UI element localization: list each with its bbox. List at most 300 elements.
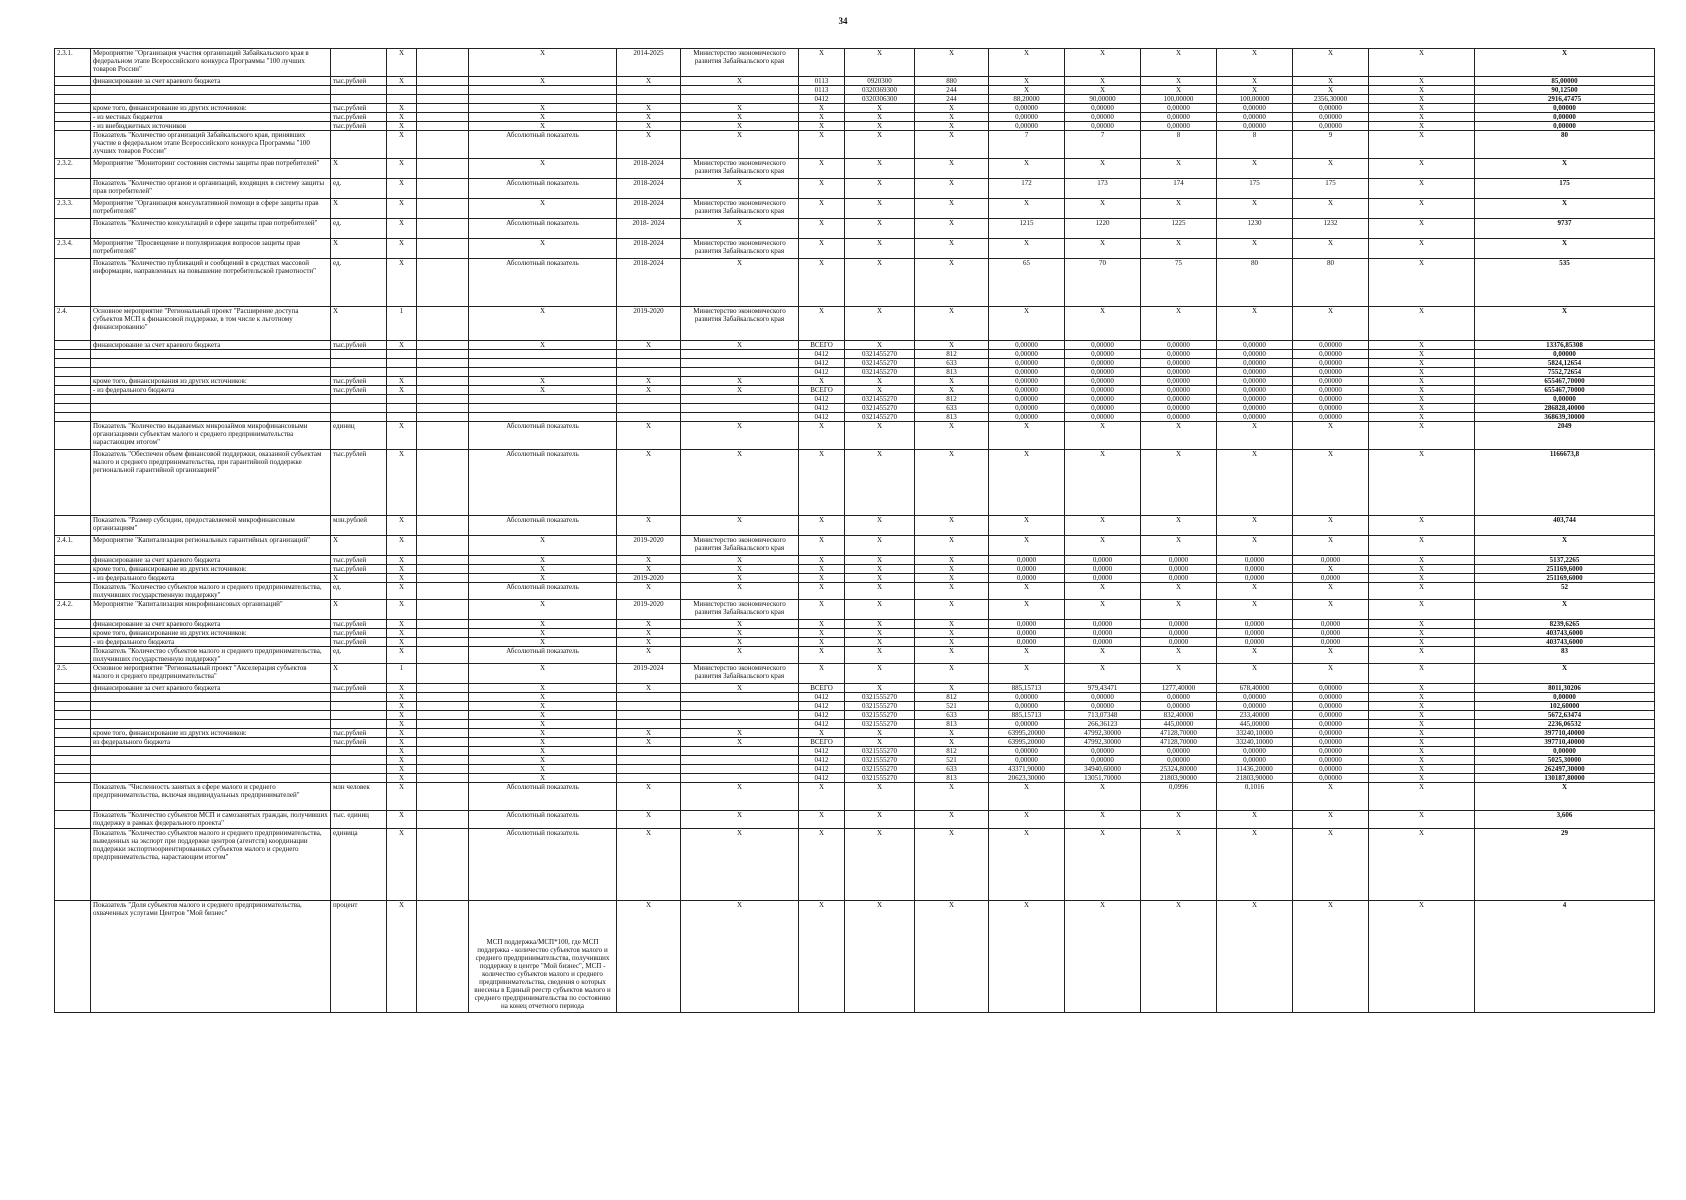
responsible-cell: X — [387, 620, 417, 629]
executor-cell: Министерство экономического развития Забайкальского края — [681, 536, 799, 556]
period-cell: X — [617, 647, 681, 664]
year-1-cell: X — [989, 583, 1065, 600]
responsible-cell: X — [387, 556, 417, 565]
expense-type-cell: X — [915, 629, 989, 638]
item-number-cell — [55, 341, 91, 350]
expense-type-cell: X — [915, 565, 989, 574]
year-1-cell: X — [989, 422, 1065, 450]
year-4-cell: X — [1217, 239, 1293, 259]
period-cell: X — [617, 629, 681, 638]
executor-cell — [681, 395, 799, 404]
responsible-cell: X — [387, 159, 417, 179]
total-cell: 286828,40000 — [1475, 404, 1655, 413]
indicator-method-cell: X — [469, 199, 617, 219]
mark-cell — [417, 536, 469, 556]
indicator-method-cell: X — [469, 747, 617, 756]
period-cell: X — [617, 556, 681, 565]
executor-cell: X — [681, 113, 799, 122]
year-6-cell: X — [1369, 131, 1475, 159]
indicator-method-cell: X — [469, 377, 617, 386]
target-article-cell: X — [845, 199, 915, 219]
executor-cell: X — [681, 219, 799, 239]
total-cell: X — [1475, 199, 1655, 219]
item-number-cell — [55, 122, 91, 131]
unit-cell: тыс.рублей — [331, 638, 387, 647]
target-article-cell: 0321455270 — [845, 413, 915, 422]
indicator-method-cell: X — [469, 239, 617, 259]
expense-type-cell: 633 — [915, 404, 989, 413]
section-code-cell: X — [799, 536, 845, 556]
item-number-cell: 2.3.4. — [55, 239, 91, 259]
target-article-cell: X — [845, 386, 915, 395]
executor-cell: X — [681, 179, 799, 199]
section-code-cell: X — [799, 219, 845, 239]
year-3-cell: 100,00000 — [1141, 95, 1217, 104]
indicator-method-cell: X — [469, 122, 617, 131]
mark-cell — [417, 219, 469, 239]
year-4-cell: 0,0000 — [1217, 638, 1293, 647]
table-row — [55, 359, 1655, 368]
indicator-method-cell: X — [469, 738, 617, 747]
section-code-cell: X — [799, 783, 845, 811]
item-description-cell: Показатель "Обеспечен объем финансовой поддержки, оказанной субъектам малого и среднего предпринимательства, при гарантийной поддержке региональной гарантийной организацией" — [91, 450, 331, 516]
item-description-cell: Показатель "Количество субъектов малого и среднего предпринимательства, получивших государственную поддержку" — [91, 583, 331, 600]
year-4-cell: 0,0000 — [1217, 574, 1293, 583]
mark-cell — [417, 113, 469, 122]
table-row — [55, 536, 1655, 556]
indicator-method-cell: Абсолютный показатель — [469, 179, 617, 199]
year-4-cell: 0,00000 — [1217, 104, 1293, 113]
item-description-cell: кроме того, финансирование из других источников: — [91, 104, 331, 113]
target-article-cell: 0321555270 — [845, 774, 915, 783]
section-code-cell: 0412 — [799, 720, 845, 729]
table-row — [55, 629, 1655, 638]
section-code-cell: X — [799, 104, 845, 113]
item-description-cell: - из федерального бюджета — [91, 386, 331, 395]
unit-cell: X — [331, 600, 387, 620]
year-2-cell: X — [1065, 77, 1141, 86]
responsible-cell: X — [387, 647, 417, 664]
year-4-cell: X — [1217, 536, 1293, 556]
period-cell: 2019-2020 — [617, 574, 681, 583]
year-2-cell: 34940,60000 — [1065, 765, 1141, 774]
expense-type-cell: X — [915, 901, 989, 1013]
expense-type-cell: 880 — [915, 77, 989, 86]
indicator-method-cell — [469, 368, 617, 377]
responsible-cell: X — [387, 600, 417, 620]
item-number-cell — [55, 104, 91, 113]
item-number-cell — [55, 647, 91, 664]
mark-cell — [417, 620, 469, 629]
year-4-cell: 175 — [1217, 179, 1293, 199]
section-code-cell: X — [799, 422, 845, 450]
table-row — [55, 783, 1655, 811]
expense-type-cell: X — [915, 684, 989, 693]
mark-cell — [417, 95, 469, 104]
item-number-cell — [55, 729, 91, 738]
responsible-cell: X — [387, 49, 417, 77]
indicator-method-cell — [469, 86, 617, 95]
target-article-cell: 0321455270 — [845, 368, 915, 377]
target-article-cell: X — [845, 574, 915, 583]
item-number-cell — [55, 774, 91, 783]
year-5-cell: 0,00000 — [1293, 122, 1369, 131]
target-article-cell: X — [845, 565, 915, 574]
executor-cell: Министерство экономического развития Забайкальского края — [681, 600, 799, 620]
unit-cell: тыс. единиц — [331, 811, 387, 829]
period-cell: 2018-2024 — [617, 259, 681, 307]
item-number-cell — [55, 86, 91, 95]
unit-cell: тыс.рублей — [331, 729, 387, 738]
item-number-cell — [55, 368, 91, 377]
total-cell: 5137,2265 — [1475, 556, 1655, 565]
period-cell: X — [617, 829, 681, 901]
year-6-cell: X — [1369, 664, 1475, 684]
indicator-method-cell: X — [469, 49, 617, 77]
year-4-cell: 0,00000 — [1217, 395, 1293, 404]
year-3-cell: 0,0000 — [1141, 629, 1217, 638]
unit-cell — [331, 86, 387, 95]
item-number-cell: 2.4. — [55, 307, 91, 341]
year-3-cell: 0,00000 — [1141, 359, 1217, 368]
target-article-cell: X — [845, 219, 915, 239]
target-article-cell: X — [845, 600, 915, 620]
total-cell: 0,00000 — [1475, 747, 1655, 756]
table-row — [55, 693, 1655, 702]
responsible-cell: X — [387, 638, 417, 647]
total-cell: X — [1475, 239, 1655, 259]
mark-cell — [417, 159, 469, 179]
expense-type-cell: 813 — [915, 774, 989, 783]
period-cell: 2019-2024 — [617, 664, 681, 684]
expense-type-cell: 812 — [915, 747, 989, 756]
section-code-cell: 0113 — [799, 77, 845, 86]
responsible-cell — [387, 404, 417, 413]
year-1-cell: 0,00000 — [989, 702, 1065, 711]
item-description-cell: - из внебюджетных источников — [91, 122, 331, 131]
responsible-cell: 1 — [387, 307, 417, 341]
executor-cell — [681, 720, 799, 729]
responsible-cell: X — [387, 113, 417, 122]
page-number: 34 — [838, 16, 848, 26]
mark-cell — [417, 368, 469, 377]
total-cell: X — [1475, 536, 1655, 556]
responsible-cell: X — [387, 219, 417, 239]
expense-type-cell: 244 — [915, 86, 989, 95]
indicator-method-cell: МСП поддержка/МСП*100, где МСП поддержка - количество субъектов малого и среднего предпринимательства, получивших поддержку в центре "Мой бизнес", МСП - количество субъектов малого и среднего предпринимательства, сведения о которых внесены в Единый реестр субъектов малого и среднего предпринимательства по состоянию на конец отчетного периода — [469, 901, 617, 1013]
target-article-cell: X — [845, 377, 915, 386]
expense-type-cell: X — [915, 729, 989, 738]
indicator-method-cell: X — [469, 629, 617, 638]
period-cell: 2018-2024 — [617, 199, 681, 219]
expense-type-cell: 633 — [915, 359, 989, 368]
indicator-method-cell — [469, 359, 617, 368]
section-code-cell: 0412 — [799, 711, 845, 720]
section-code-cell: X — [799, 113, 845, 122]
target-article-cell: X — [845, 729, 915, 738]
year-6-cell: X — [1369, 765, 1475, 774]
year-6-cell: X — [1369, 104, 1475, 113]
year-4-cell: 1230 — [1217, 219, 1293, 239]
total-cell: X — [1475, 600, 1655, 620]
table-row — [55, 199, 1655, 219]
year-2-cell: 0,0000 — [1065, 574, 1141, 583]
section-code-cell: 0412 — [799, 95, 845, 104]
mark-cell — [417, 765, 469, 774]
table-row — [55, 368, 1655, 377]
section-code-cell: 0412 — [799, 702, 845, 711]
year-1-cell: 0,00000 — [989, 395, 1065, 404]
executor-cell — [681, 368, 799, 377]
mark-cell — [417, 131, 469, 159]
section-code-cell: X — [799, 629, 845, 638]
indicator-method-cell: X — [469, 620, 617, 629]
total-cell: 5824,12654 — [1475, 359, 1655, 368]
responsible-cell — [387, 95, 417, 104]
item-number-cell: 2.3.3. — [55, 199, 91, 219]
target-article-cell: 0321555270 — [845, 711, 915, 720]
mark-cell — [417, 600, 469, 620]
year-5-cell: 0,00000 — [1293, 341, 1369, 350]
unit-cell: процент — [331, 901, 387, 1013]
responsible-cell: X — [387, 179, 417, 199]
year-6-cell: X — [1369, 199, 1475, 219]
responsible-cell: X — [387, 901, 417, 1013]
indicator-method-cell: X — [469, 729, 617, 738]
table-row — [55, 565, 1655, 574]
year-5-cell: 0,00000 — [1293, 350, 1369, 359]
responsible-cell: X — [387, 711, 417, 720]
year-1-cell: 0,00000 — [989, 359, 1065, 368]
year-5-cell: 0,00000 — [1293, 377, 1369, 386]
responsible-cell: X — [387, 829, 417, 901]
total-cell: 2916,47475 — [1475, 95, 1655, 104]
year-3-cell: X — [1141, 647, 1217, 664]
mark-cell — [417, 556, 469, 565]
indicator-method-cell: X — [469, 684, 617, 693]
item-description-cell — [91, 350, 331, 359]
total-cell: 13376,85308 — [1475, 341, 1655, 350]
expense-type-cell: X — [915, 104, 989, 113]
year-6-cell: X — [1369, 516, 1475, 536]
year-5-cell: X — [1293, 516, 1369, 536]
indicator-method-cell: X — [469, 565, 617, 574]
indicator-method-cell: X — [469, 341, 617, 350]
indicator-method-cell: X — [469, 307, 617, 341]
year-5-cell: 0,00000 — [1293, 395, 1369, 404]
year-6-cell: X — [1369, 86, 1475, 95]
item-number-cell — [55, 684, 91, 693]
unit-cell — [331, 368, 387, 377]
year-2-cell: 0,0000 — [1065, 565, 1141, 574]
indicator-method-cell: X — [469, 664, 617, 684]
year-6-cell: X — [1369, 179, 1475, 199]
executor-cell: X — [681, 341, 799, 350]
year-2-cell: 0,00000 — [1065, 747, 1141, 756]
indicator-method-cell: Абсолютный показатель — [469, 647, 617, 664]
responsible-cell: X — [387, 536, 417, 556]
period-cell — [617, 747, 681, 756]
year-2-cell: 0,00000 — [1065, 395, 1141, 404]
total-cell: 0,00000 — [1475, 693, 1655, 702]
year-5-cell: 0,0000 — [1293, 574, 1369, 583]
mark-cell — [417, 811, 469, 829]
year-1-cell: 20623,30000 — [989, 774, 1065, 783]
year-4-cell: 0,0000 — [1217, 565, 1293, 574]
year-6-cell: X — [1369, 395, 1475, 404]
period-cell: X — [617, 386, 681, 395]
unit-cell: тыс.рублей — [331, 629, 387, 638]
table-row — [55, 684, 1655, 693]
executor-cell — [681, 774, 799, 783]
responsible-cell: X — [387, 574, 417, 583]
total-cell: X — [1475, 783, 1655, 811]
period-cell — [617, 359, 681, 368]
year-2-cell: X — [1065, 829, 1141, 901]
target-article-cell: X — [845, 113, 915, 122]
year-4-cell: X — [1217, 811, 1293, 829]
section-code-cell: X — [799, 49, 845, 77]
expense-type-cell: X — [915, 199, 989, 219]
expense-type-cell: 521 — [915, 702, 989, 711]
total-cell: 535 — [1475, 259, 1655, 307]
period-cell: 2018-2024 — [617, 239, 681, 259]
target-article-cell: 0320306300 — [845, 95, 915, 104]
total-cell: 7552,72654 — [1475, 368, 1655, 377]
year-5-cell: X — [1293, 199, 1369, 219]
year-1-cell: X — [989, 600, 1065, 620]
period-cell: X — [617, 901, 681, 1013]
year-6-cell: X — [1369, 404, 1475, 413]
year-2-cell: 1220 — [1065, 219, 1141, 239]
item-description-cell — [91, 756, 331, 765]
expense-type-cell: X — [915, 450, 989, 516]
year-4-cell: X — [1217, 829, 1293, 901]
mark-cell — [417, 702, 469, 711]
year-1-cell: X — [989, 307, 1065, 341]
period-cell: 2014-2025 — [617, 49, 681, 77]
indicator-method-cell: Абсолютный показатель — [469, 259, 617, 307]
total-cell: 403743,6000 — [1475, 629, 1655, 638]
target-article-cell: X — [845, 159, 915, 179]
target-article-cell: X — [845, 901, 915, 1013]
unit-cell: тыс.рублей — [331, 450, 387, 516]
year-4-cell: 0,00000 — [1217, 113, 1293, 122]
year-3-cell: X — [1141, 77, 1217, 86]
indicator-method-cell — [469, 404, 617, 413]
year-2-cell: 47992,30000 — [1065, 738, 1141, 747]
item-description-cell: Показатель "Численность занятых в сфере малого и среднего предпринимательства, включая индивидуальных предпринимателей" — [91, 783, 331, 811]
total-cell: 90,12500 — [1475, 86, 1655, 95]
section-code-cell: X — [799, 583, 845, 600]
indicator-method-cell: X — [469, 600, 617, 620]
year-3-cell: 0,0000 — [1141, 556, 1217, 565]
year-6-cell: X — [1369, 556, 1475, 565]
year-6-cell: X — [1369, 77, 1475, 86]
section-code-cell: X — [799, 620, 845, 629]
item-description-cell: Показатель "Количество консультаций в сфере защиты прав потребителей" — [91, 219, 331, 239]
item-number-cell — [55, 711, 91, 720]
item-number-cell — [55, 702, 91, 711]
responsible-cell: X — [387, 259, 417, 307]
year-6-cell: X — [1369, 783, 1475, 811]
item-number-cell — [55, 404, 91, 413]
executor-cell: X — [681, 386, 799, 395]
responsible-cell: X — [387, 199, 417, 219]
item-number-cell: 2.3.2. — [55, 159, 91, 179]
year-1-cell: 885,15713 — [989, 711, 1065, 720]
table-row — [55, 747, 1655, 756]
item-description-cell: финансирование за счет краевого бюджета — [91, 620, 331, 629]
unit-cell: тыс.рублей — [331, 377, 387, 386]
table-row — [55, 516, 1655, 536]
period-cell: X — [617, 684, 681, 693]
indicator-method-cell: X — [469, 693, 617, 702]
year-4-cell: 0,00000 — [1217, 341, 1293, 350]
unit-cell: X — [331, 536, 387, 556]
target-article-cell: X — [845, 684, 915, 693]
expense-type-cell: X — [915, 829, 989, 901]
year-6-cell: X — [1369, 774, 1475, 783]
item-number-cell — [55, 747, 91, 756]
year-5-cell: 80 — [1293, 259, 1369, 307]
responsible-cell: X — [387, 377, 417, 386]
section-code-cell: 0412 — [799, 693, 845, 702]
year-2-cell: X — [1065, 583, 1141, 600]
year-1-cell: 63995,20000 — [989, 729, 1065, 738]
year-4-cell: 0,00000 — [1217, 756, 1293, 765]
section-code-cell: 0412 — [799, 756, 845, 765]
year-5-cell: 0,00000 — [1293, 711, 1369, 720]
unit-cell — [331, 95, 387, 104]
year-2-cell: X — [1065, 422, 1141, 450]
year-2-cell: 0,00000 — [1065, 341, 1141, 350]
target-article-cell: 0321555270 — [845, 702, 915, 711]
total-cell: 251169,6000 — [1475, 565, 1655, 574]
executor-cell: X — [681, 377, 799, 386]
period-cell: X — [617, 516, 681, 536]
year-3-cell: X — [1141, 516, 1217, 536]
year-4-cell: X — [1217, 664, 1293, 684]
year-6-cell: X — [1369, 368, 1475, 377]
year-5-cell: X — [1293, 307, 1369, 341]
item-number-cell — [55, 574, 91, 583]
table-row — [55, 738, 1655, 747]
year-3-cell: 0,00000 — [1141, 368, 1217, 377]
year-4-cell: X — [1217, 583, 1293, 600]
target-article-cell: X — [845, 647, 915, 664]
year-3-cell: 75 — [1141, 259, 1217, 307]
item-number-cell — [55, 629, 91, 638]
year-6-cell: X — [1369, 693, 1475, 702]
period-cell: 2019-2020 — [617, 600, 681, 620]
mark-cell — [417, 756, 469, 765]
year-6-cell: X — [1369, 638, 1475, 647]
year-1-cell: X — [989, 647, 1065, 664]
year-2-cell: 0,00000 — [1065, 413, 1141, 422]
year-3-cell: 8 — [1141, 131, 1217, 159]
unit-cell: тыс.рублей — [331, 341, 387, 350]
responsible-cell: X — [387, 450, 417, 516]
year-1-cell: 65 — [989, 259, 1065, 307]
year-3-cell: 47128,70000 — [1141, 729, 1217, 738]
year-5-cell: X — [1293, 600, 1369, 620]
item-description-cell: Мероприятие "Организация участия организаций Забайкальского края в федеральном этапе Всероссийского конкурса Программы "100 лучших товаров России" — [91, 49, 331, 77]
section-code-cell: X — [799, 131, 845, 159]
executor-cell — [681, 711, 799, 720]
expense-type-cell: X — [915, 341, 989, 350]
mark-cell — [417, 783, 469, 811]
